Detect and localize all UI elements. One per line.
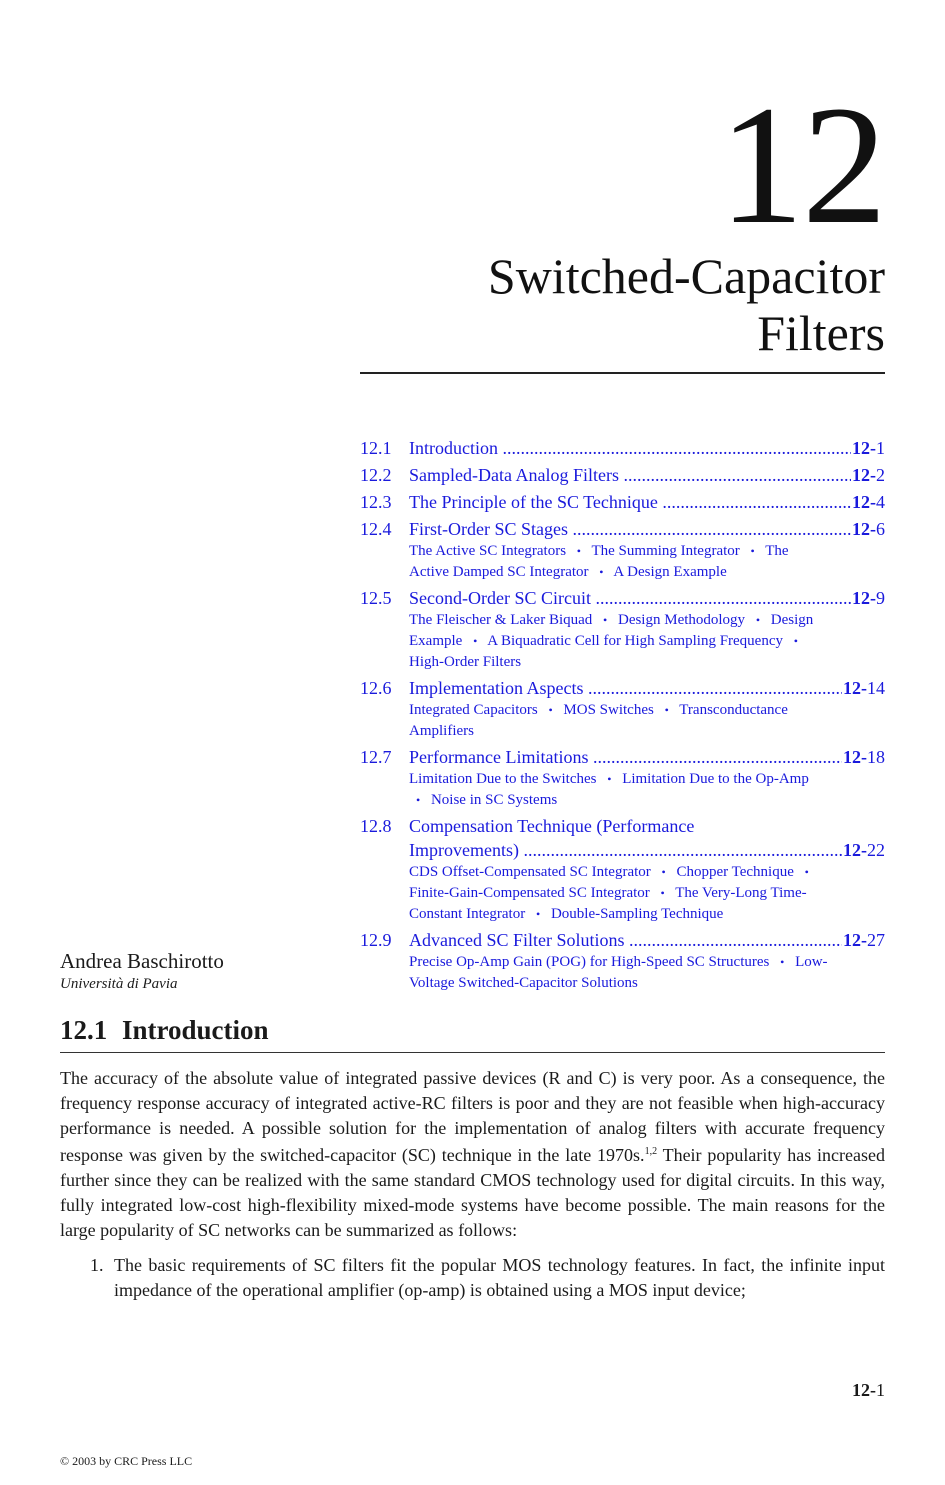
toc-page-prefix: 12- [852, 588, 876, 608]
toc-subsection-link[interactable]: A Biquadratic Cell for High Sampling Frequency [487, 633, 783, 649]
section-heading [60, 1012, 885, 1053]
toc-subsection-link[interactable]: Low-Voltage Switched-Capacitor Solutions [409, 954, 828, 991]
bullet-separator: • [603, 613, 608, 627]
toc-subsection-link[interactable]: The Active SC Integrators [409, 543, 567, 559]
toc-entry-number[interactable]: 12.8 [360, 816, 392, 836]
toc-entry [360, 676, 885, 742]
toc-subsection-link[interactable]: The Active Damped SC Integrator [409, 543, 789, 580]
para-text-2: Their popularity has increased further since they can be realized with the same standard CMOS technology used for digital circuits. In this way, fully integrated low-cost high-flexibility mixed-mode systems have become possible. The main reasons for the large popularity of SC networks can be summarized as follows: [60, 1145, 886, 1240]
toc-entry-number[interactable]: 12.6 [360, 678, 392, 698]
toc-page-number: 4 [876, 492, 885, 512]
toc-page-number: 18 [867, 747, 885, 767]
chapter-title-line2: Filters [757, 305, 885, 361]
bullet-separator: • [661, 865, 666, 879]
toc-subsection-link[interactable]: A Design Example [613, 564, 727, 580]
toc-entry-title[interactable]: Sampled-Data Analog Filters ..... [409, 463, 851, 487]
bullet-separator: • [793, 634, 798, 648]
toc-page-prefix: 12- [852, 492, 876, 512]
toc-page-number: 6 [876, 519, 885, 539]
chapter-title [488, 248, 885, 362]
toc-subsection-link[interactable]: Integrated Capacitors [409, 702, 538, 718]
toc-page-prefix: 12- [843, 747, 867, 767]
toc-subsections [409, 952, 829, 994]
bullet-separator: • [535, 907, 541, 921]
list-item [90, 1253, 885, 1303]
toc-entry-page[interactable] [842, 676, 885, 700]
toc-subsection-link[interactable]: Chopper Technique [676, 864, 794, 880]
section-title: Introduction [122, 1015, 269, 1045]
toc-entry [360, 928, 885, 994]
toc-entry-title[interactable]: First-Order SC Stages ..... [409, 517, 851, 541]
toc-entry-page[interactable] [842, 745, 885, 769]
toc-subsection-link[interactable]: Design Methodology [617, 612, 746, 628]
page-number-prefix: 12- [852, 1380, 876, 1400]
bullet-separator: • [607, 772, 612, 786]
toc-subsection-link[interactable]: Noise in SC Systems [430, 792, 558, 808]
toc-subsection-link[interactable]: The Fleischer & Laker Biquad [409, 612, 593, 628]
toc-entry-page[interactable] [842, 928, 885, 952]
toc-subsection-link[interactable]: CDS Offset-Compensated SC Integrator [409, 864, 651, 880]
toc-page-number: 22 [867, 840, 885, 860]
toc-page-prefix: 12- [852, 438, 876, 458]
toc-entry [360, 490, 885, 514]
author-name: Andrea Baschirotto [60, 949, 224, 973]
toc-subsection-link[interactable]: The Summing Integrator [591, 543, 740, 559]
toc-subsections [409, 700, 829, 742]
bullet-separator: • [755, 613, 761, 627]
title-rule [360, 372, 885, 374]
toc-entry-page[interactable] [851, 517, 885, 541]
toc-entry-number[interactable]: 12.1 [360, 438, 392, 458]
toc-page-number: 27 [867, 930, 885, 950]
toc-entry-title[interactable]: Introduction ..... [409, 436, 851, 460]
toc-entry-page[interactable] [851, 490, 885, 514]
bullet-separator: • [804, 865, 809, 879]
toc-entry-title[interactable]: The Principle of the SC Technique ..... [409, 490, 851, 514]
toc-page-prefix: 12- [843, 930, 867, 950]
toc-page-number: 14 [867, 678, 885, 698]
toc-subsection-link[interactable]: Limitation Due to the Switches [409, 771, 597, 787]
toc-entry-number[interactable]: 12.5 [360, 588, 392, 608]
table-of-contents [360, 436, 885, 997]
toc-subsections [409, 862, 829, 925]
toc-page-prefix: 12- [843, 678, 867, 698]
section-number: 12.1 [60, 1015, 108, 1045]
bullet-separator: • [576, 544, 581, 558]
bullet-separator: • [750, 544, 755, 558]
body-paragraph [60, 1066, 885, 1243]
toc-entry [360, 745, 885, 811]
toc-entry-title[interactable]: Advanced SC Filter Solutions ..... [409, 928, 842, 952]
bullet-separator: • [660, 886, 665, 900]
bullet-separator: • [473, 634, 478, 648]
toc-entry-number[interactable]: 12.9 [360, 930, 392, 950]
chapter-number: 12 [719, 71, 885, 259]
toc-subsection-link[interactable]: Precise Op-Amp Gain (POG) for High-Speed SC Structures [409, 954, 770, 970]
toc-page-number: 9 [876, 588, 885, 608]
toc-entry-number[interactable]: 12.7 [360, 747, 392, 767]
toc-entry-page[interactable] [851, 436, 885, 460]
bullet-separator: • [548, 703, 553, 717]
toc-subsection-link[interactable]: Limitation Due to the Op-Amp [622, 771, 809, 787]
toc-subsection-link[interactable]: Design Example [409, 612, 814, 649]
page-number [852, 1380, 885, 1401]
toc-subsection-link[interactable]: MOS Switches [563, 702, 654, 718]
toc-entry-title[interactable]: Implementation Aspects ..... [409, 676, 842, 700]
bullet-separator: • [416, 793, 421, 807]
toc-entry [360, 586, 885, 673]
toc-page-number: 1 [876, 438, 885, 458]
toc-entry-number[interactable]: 12.2 [360, 465, 392, 485]
toc-page-prefix: 12- [852, 519, 876, 539]
toc-entry-title[interactable]: Performance Limitations ..... [409, 745, 842, 769]
toc-subsection-link[interactable]: High-Order Filters [409, 654, 522, 670]
author-block [60, 948, 224, 994]
toc-subsection-link[interactable]: Double-Sampling Technique [550, 906, 724, 922]
toc-subsections [409, 769, 829, 811]
chapter-title-line1: Switched-Capacitor [487, 248, 885, 304]
toc-entry-title[interactable]: Improvements) ..... [409, 838, 842, 862]
bullet-separator: • [780, 955, 785, 969]
copyright-notice: © 2003 by CRC Press LLC [60, 1454, 193, 1468]
toc-entry-title[interactable]: Second-Order SC Circuit ..... [409, 586, 851, 610]
bullet-separator: • [664, 703, 669, 717]
toc-entry [360, 463, 885, 487]
bullet-separator: • [599, 565, 604, 579]
list-marker: 1. [90, 1255, 104, 1275]
author-affiliation: Università di Pavia [60, 976, 178, 992]
toc-entry-page[interactable] [842, 838, 885, 862]
toc-page-prefix: 12- [852, 465, 876, 485]
list-item-text: The basic requirements of SC filters fit the popular MOS technology features. In fact, the infinite input impedance of the operational amplifier (op-amp) is obtained using a MOS input device; [114, 1255, 885, 1300]
toc-entry-page[interactable] [851, 463, 885, 487]
toc-entry [360, 436, 885, 460]
toc-entry [360, 814, 885, 925]
toc-subsection-link[interactable]: Finite-Gain-Compensated SC Integrator [409, 885, 650, 901]
toc-subsections [409, 610, 829, 673]
toc-entry-title-line1[interactable]: Compensation Technique (Performance [409, 816, 695, 836]
toc-entry-number[interactable]: 12.4 [360, 519, 392, 539]
toc-entry-indent [360, 838, 409, 862]
toc-entry-page[interactable] [851, 586, 885, 610]
toc-page-prefix: 12- [843, 840, 867, 860]
page-number-value: 1 [876, 1380, 885, 1400]
toc-entry [360, 517, 885, 583]
para-text-1: The accuracy of the absolute value of integrated passive devices (R and C) is very poor. As a consequence, the frequency response accuracy of integrated active-RC filters is poor and they are not feasible when high-accuracy performance is needed. A possible solution for the implementation of analog filters with accurate frequency response was given by the switched-capacitor (SC) technique in the late 1970s. [60, 1068, 885, 1166]
citation-reference[interactable]: 1,2 [644, 1146, 658, 1158]
toc-subsection-link[interactable]: Transconductance Amplifiers [409, 702, 788, 739]
toc-entry-number[interactable]: 12.3 [360, 492, 392, 512]
toc-subsections [409, 541, 829, 583]
toc-page-number: 2 [876, 465, 885, 485]
toc-subsection-link[interactable]: The Very-Long Time-Constant Integrator [409, 885, 807, 922]
